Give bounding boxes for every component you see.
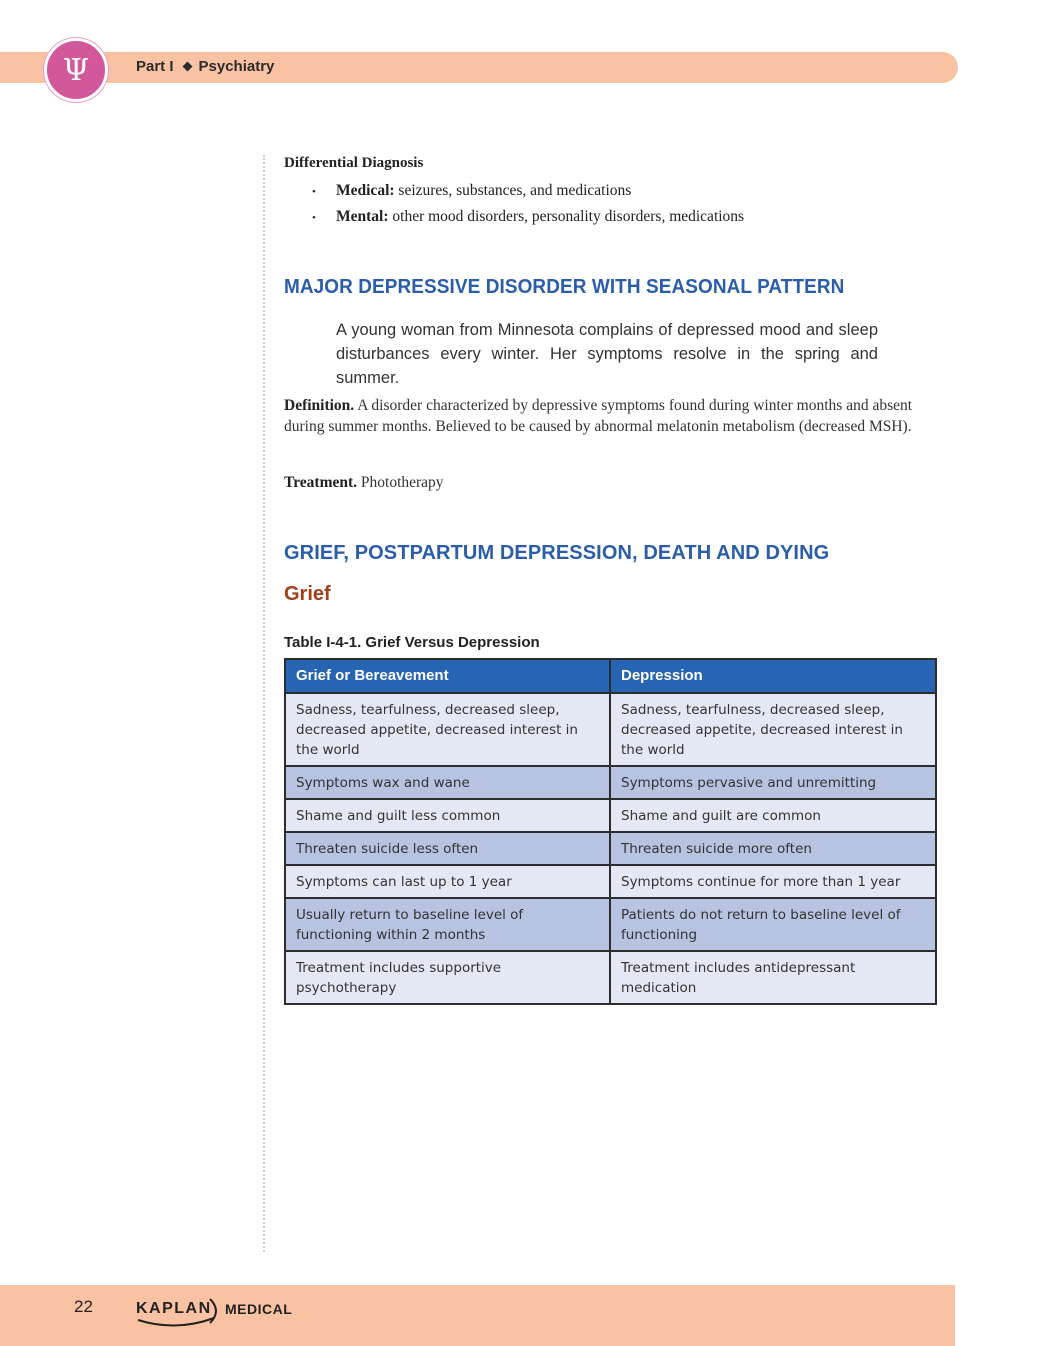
table-cell: Threaten suicide less often <box>285 832 610 865</box>
item-label: Mental: <box>336 208 389 225</box>
table-header-row <box>285 659 936 693</box>
list-item <box>312 180 744 206</box>
table-caption: Table I-4-1. Grief Versus Depression <box>284 634 540 651</box>
treatment-paragraph <box>284 473 924 494</box>
table-cell: Shame and guilt are common <box>610 799 936 832</box>
bullet-icon: • <box>312 212 316 224</box>
definition-label: Definition. <box>284 397 355 414</box>
table-cell: Shame and guilt less common <box>285 799 610 832</box>
logo-kaplan-text: KAPLAN <box>136 1300 212 1317</box>
part-label: Part I <box>136 58 174 75</box>
table-row <box>285 898 936 951</box>
table-cell: Treatment includes antidepressant medication <box>610 951 936 1004</box>
page-number: 22 <box>74 1297 93 1316</box>
table-row <box>285 865 936 898</box>
table-cell: Threaten suicide more often <box>610 832 936 865</box>
definition-paragraph <box>284 396 924 437</box>
psi-icon: Ψ <box>44 38 108 102</box>
section-heading-seasonal: MAJOR DEPRESSIVE DISORDER WITH SEASONAL PATTERN <box>284 276 845 298</box>
item-text: seizures, substances, and medications <box>394 182 632 199</box>
margin-rule <box>263 155 265 1252</box>
differential-list <box>312 180 744 232</box>
subheading-grief: Grief <box>284 583 331 605</box>
table-cell: Symptoms can last up to 1 year <box>285 865 610 898</box>
table-row <box>285 951 936 1004</box>
table-row <box>285 766 936 799</box>
kaplan-medical-logo <box>136 1296 306 1330</box>
table-cell: Symptoms wax and wane <box>285 766 610 799</box>
item-text: other mood disorders, personality disorders, medications <box>388 208 745 225</box>
column-header: Depression <box>610 659 936 693</box>
diamond-separator-icon <box>182 61 192 71</box>
table-row <box>285 832 936 865</box>
differential-title: Differential Diagnosis <box>284 155 424 171</box>
list-item <box>312 206 744 232</box>
running-head <box>136 58 274 75</box>
table-cell: Sadness, tearfulness, decreased sleep, decreased appetite, decreased interest in the world <box>610 693 936 766</box>
item-label: Medical: <box>336 182 395 199</box>
column-header: Grief or Bereavement <box>285 659 610 693</box>
table-cell: Treatment includes supportive psychotherapy <box>285 951 610 1004</box>
subject-label: Psychiatry <box>198 58 275 75</box>
bullet-icon: • <box>312 186 316 198</box>
table-cell: Patients do not return to baseline level of functioning <box>610 898 936 951</box>
case-vignette: A young woman from Minnesota complains of depressed mood and sleep disturbances every winter. Her symptoms resolve in the spring and summer. <box>336 321 878 387</box>
grief-vs-depression-table <box>284 658 937 1005</box>
treatment-label: Treatment. <box>284 474 358 491</box>
table-row <box>285 799 936 832</box>
section-heading-grief: GRIEF, POSTPARTUM DEPRESSION, DEATH AND DYING <box>284 542 830 564</box>
logo-medical-text: MEDICAL <box>225 1301 293 1317</box>
treatment-text: Phototherapy <box>357 474 444 491</box>
table-row <box>285 693 936 766</box>
table-cell: Usually return to baseline level of functioning within 2 months <box>285 898 610 951</box>
table-cell: Symptoms pervasive and unremitting <box>610 766 936 799</box>
definition-text: A disorder characterized by depressive symptoms found during winter months and absent during summer months. Believed to be caused by abnormal melatonin metabolism (decreased MSH). <box>284 397 913 435</box>
table-cell: Sadness, tearfulness, decreased sleep, decreased appetite, decreased interest in the world <box>285 693 610 766</box>
table-cell: Symptoms continue for more than 1 year <box>610 865 936 898</box>
